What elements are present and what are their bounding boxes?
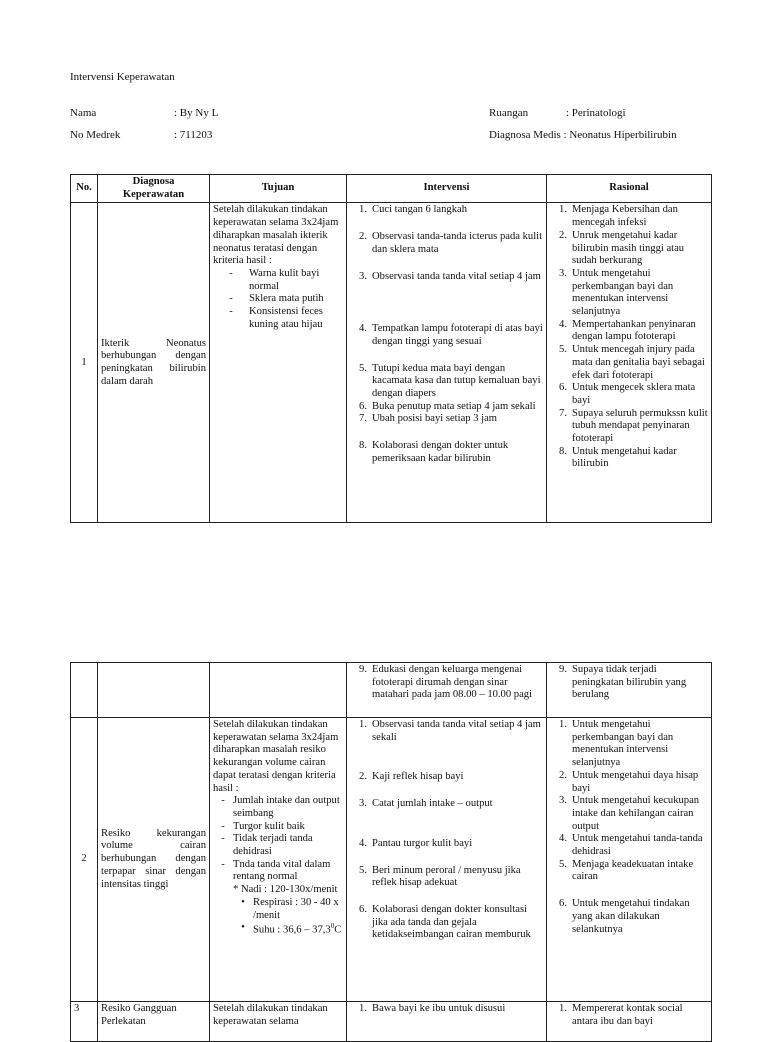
row1-tujuan-intro: Setelah dilakukan tindakan keperawatan selama 3x24jam diharapkan masalah ikterik neonatus teratasi dengan kriteria hasil : <box>213 204 339 267</box>
diagnosa-medis: Diagnosa Medis : Neonatus Hiperbilirubin <box>489 129 677 141</box>
list-item: 4. Pantau turgor kulit bayi <box>359 837 473 849</box>
header-tujuan: Tujuan <box>210 175 347 203</box>
row1-rasional <box>547 203 712 523</box>
list-item: 1. Mempererat kontak social antara ibu dan bayi <box>559 1003 683 1027</box>
row1-tujuan <box>210 203 347 523</box>
header-no: No. <box>71 175 98 203</box>
list-item: 4. Tempatkan lampu fototerapi di atas bayi dengan tinggi yang sesuai <box>359 323 543 347</box>
list-item: - Sklera mata putih <box>229 293 324 305</box>
medrek-value: : 711203 <box>174 129 213 141</box>
row2-nadi: * Nadi : 120-130x/menit <box>233 884 338 896</box>
list-item: - Jumlah intake dan output seimbang <box>221 795 340 819</box>
row3-diagnosa: Resiko Gangguan Perlekatan <box>98 1002 210 1042</box>
list-item: - Tidak terjadi tanda dehidrasi <box>221 833 313 858</box>
list-item: 2. Untuk mengetahui daya hisap bayi <box>559 769 699 794</box>
list-item: - Konsistensi feces kuning atau hijau <box>229 306 323 330</box>
ruangan-label: Ruangan <box>489 107 529 119</box>
row1-intervensi <box>347 203 547 523</box>
row2-vital-list <box>213 897 343 938</box>
list-item: 6. Untuk mengecek sklera mata bayi <box>559 382 696 406</box>
list-item: - Turgor kulit baik <box>221 820 305 832</box>
list-item: 6. Kolaborasi dengan dokter konsultasi jika ada tanda dan gejala ketidakseimbangan cairan memburuk <box>359 903 531 941</box>
list-item: 4. Mempertahankan penyinaran dengan lampu fototerapi <box>559 318 696 343</box>
list-item: 7. Supaya seluruh permukssn kulit tubuh mendapat penyinaran fototerapi <box>559 407 708 445</box>
list-item: • Suhu : 36,6 – 37,3$^0$C <box>241 922 342 936</box>
header-rasional: Rasional <box>547 175 712 203</box>
list-item: 3. Untuk mengetahui kecukupan intake dan kehilangan cairan output <box>559 795 700 832</box>
row3-rasional <box>547 1002 712 1042</box>
list-item: 2. Kaji reflek hisap bayi <box>359 771 464 783</box>
row3-intervensi <box>347 1002 547 1042</box>
list-item: - Warna kulit bayi normal <box>229 267 320 292</box>
cont-rasional <box>547 663 712 718</box>
row3-tujuan: Setelah dilakukan tindakan keperawatan selama <box>210 1002 347 1042</box>
intervention-table-2 <box>70 662 712 1042</box>
cont-intervensi <box>347 663 547 718</box>
table-row-2 <box>71 718 712 1002</box>
list-item: 1. Observasi tanda tanda vital setiap 4 jam sekali <box>359 719 541 743</box>
row2-tujuan <box>210 718 347 1002</box>
table-row-1 <box>71 203 712 523</box>
list-item: 2. Unruk mengetahui kadar bilirubin masih tinggi atau sudah berkurang <box>559 229 685 267</box>
row2-tujuan-intro: Setelah dilakukan tindakan keperawatan selama 3x24jam diharapkan masalah resiko kekurangan volume cairan dapat teratasi dengan kriteria hasil : <box>213 719 339 794</box>
list-item: 6. Buka penutup mata setiap 4 jam sekali <box>359 400 536 412</box>
row2-intervensi <box>347 718 547 1002</box>
list-item: 3. Catat jumlah intake – output <box>359 798 493 810</box>
list-item: 8. Untuk mengetahui kadar bilirubin <box>559 445 677 470</box>
list-item: 4. Untuk mengetahui tanda-tanda dehidrasi <box>559 833 703 858</box>
list-item: 2. Observasi tanda-tanda icterus pada kulit dan sklera mata <box>359 231 543 255</box>
row3-no: 3 <box>71 1002 98 1042</box>
degree-superscript: 0 <box>330 922 335 931</box>
medrek-label: No Medrek <box>70 129 121 141</box>
list-item: 1. Untuk mengetahui perkembangan bayi dan menentukan intervensi selanjutnya <box>559 719 674 769</box>
nama-value: : By Ny L <box>174 107 219 119</box>
list-item: 8. Kolaborasi dengan dokter untuk pemeriksaan kadar bilirubin <box>359 440 509 464</box>
list-item: - Tnda tanda vital dalam rentang normal <box>221 858 331 883</box>
row2-no: 2 <box>71 718 98 1002</box>
table-row-continuation <box>71 663 712 718</box>
table-row-3 <box>71 1002 712 1042</box>
list-item: 5. Untuk mencegah injury pada mata dan genitalia bayi sebagai efek dari fototerapi <box>559 344 705 381</box>
document-title: Intervensi Keperawatan <box>70 71 175 83</box>
row1-no: 1 <box>71 203 98 523</box>
row1-tujuan-criteria <box>213 268 343 332</box>
ruangan-value: : Perinatologi <box>566 107 626 119</box>
nama-label: Nama <box>70 107 97 119</box>
cont-no <box>71 663 98 718</box>
header-diagnosa: Diagnosa Keperawatan <box>98 175 210 203</box>
row2-diagnosa: Resiko kekurangan volume cairan berhubungan dengan terpapar sinar dengan intensitas tinggi <box>98 718 210 1002</box>
row2-tujuan-criteria <box>213 795 343 884</box>
header-intervensi: Intervensi <box>347 175 547 203</box>
list-item: 6. Untuk mengetahui tindakan yang akan dilakukan selankutnya <box>559 898 690 935</box>
table-header-row <box>71 175 712 203</box>
row1-diagnosa: Ikterik Neonatus berhubungan dengan peningkatan bilirubin dalam darah <box>98 203 210 523</box>
list-item: 5. Tutupi kedua mata bayi dengan kacamata kasa dan tutup kemaluan bayi dengan diapers <box>359 362 541 400</box>
list-item: 3. Untuk mengetahui perkembangan bayi dan menentukan intervensi selanjutnya <box>559 267 674 318</box>
list-item: 9. Supaya tidak terjadi peningkatan bilirubin yang berulang <box>559 664 687 701</box>
list-item: 1. Menjaga Kebersihan dan mencegah infeksi <box>559 204 678 229</box>
intervention-table-1 <box>70 174 712 523</box>
list-item: 5. Menjaga keadekuatan intake cairan <box>559 858 694 883</box>
row2-rasional <box>547 718 712 1002</box>
list-item: • Respirasi : 30 - 40 x /menit <box>241 896 339 921</box>
list-item: 1. Bawa bayi ke ibu untuk disusui <box>359 1003 506 1014</box>
list-item: 9. Edukasi dengan keluarga mengenai fototerapi dirumah dengan sinar matahari pada jam 08.00 – 10.00 pagi <box>359 664 533 701</box>
cont-diagnosa <box>98 663 210 718</box>
list-item: 5. Beri minum peroral / menyusu jika reflek hisap adekuat <box>359 864 521 889</box>
list-item: 7. Ubah posisi bayi setiap 3 jam <box>359 413 498 425</box>
list-item: 3. Observasi tanda tanda vital setiap 4 jam <box>359 270 541 282</box>
cont-tujuan <box>210 663 347 718</box>
list-item: 1. Cuci tangan 6 langkah <box>359 204 468 216</box>
